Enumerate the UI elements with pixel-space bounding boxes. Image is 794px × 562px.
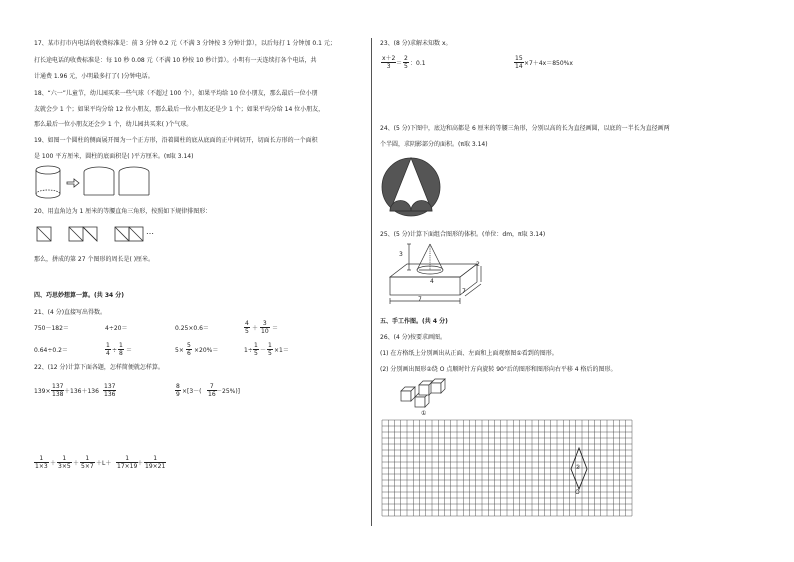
numerator: 1 bbox=[144, 455, 166, 463]
denominator: 10 bbox=[261, 328, 269, 335]
denominator: 17×19 bbox=[117, 463, 138, 470]
q21-r2c1: 0.64÷0.2＝ bbox=[34, 347, 68, 354]
q22-e2-tail: －25%)] bbox=[216, 388, 241, 395]
denominator: 3 bbox=[386, 63, 391, 70]
column-divider bbox=[371, 38, 372, 526]
q22-e1-frac2 bbox=[103, 383, 116, 398]
q21-title: 21、(4 分)直接写出得数。 bbox=[34, 309, 107, 316]
q19-line2: 是 100 平方厘米，圆柱的底面积是( )平方厘米。(π取 3.14) bbox=[34, 153, 194, 160]
circle-triangle-figure bbox=[380, 157, 442, 219]
dim-cuboid-length: 7 bbox=[418, 296, 422, 303]
q26-title: 26、(4 分)按要求画图。 bbox=[380, 334, 447, 341]
numerator: 137 bbox=[104, 383, 116, 390]
numerator: 5 bbox=[187, 342, 191, 349]
figure1-label: ① bbox=[421, 410, 427, 417]
q26-line2: (2) 分别画出图形②绕 O 点顺时针方向旋转 90°后的图形和图形向右平移 4 格后的图形。 bbox=[380, 366, 617, 373]
plus-sign: ＋ bbox=[73, 460, 80, 467]
q23-e2-frac bbox=[514, 55, 524, 70]
q21-frac-5-6 bbox=[186, 342, 192, 357]
q18-line3: 那么最后一位小朋友还会少 1 个，幼儿园共买来( )个气球。 bbox=[34, 121, 193, 128]
q22-title: 22、(12 分)计算下面各题，怎样简便就怎样算。 bbox=[34, 364, 164, 371]
q24-line2: 个半圆，求阴影部分的面积。(π取 3.14) bbox=[380, 141, 488, 148]
q17-line1: 17、某市打市内电话的收费标准是：前 3 分钟 0.2 元（不满 3 分钟按 3 分钟计算），以后每打 1 分钟加 0.1 元； bbox=[34, 40, 336, 47]
q25-line1: 25、(5 分)计算下面组合图形的体积。(单位：dm，π取 3.14) bbox=[380, 231, 546, 238]
q21-frac-1-5-b bbox=[267, 342, 273, 357]
q23-e1-frac1 bbox=[381, 55, 396, 70]
denominator: 16 bbox=[208, 391, 216, 398]
q17-line2: 打长途电话的收费标准是：每 10 秒 0.08 元（不满 10 秒按 10 秒计算）。小明有一天连续打各个电话，共 bbox=[34, 57, 317, 64]
q22-e1-mid: ＋136＋136 bbox=[64, 388, 99, 395]
q22-e3-term1 bbox=[34, 455, 49, 470]
q22-e3-term4 bbox=[116, 455, 138, 470]
q22-e3-term5 bbox=[144, 455, 166, 470]
q20-line2: 那么，拼成的第 27 个图形的周长是( )厘米。 bbox=[34, 256, 155, 263]
q21-frac-1-8 bbox=[118, 342, 124, 357]
q21-r2c3-tail: ×20%＝ bbox=[194, 347, 219, 354]
denominator: 5 bbox=[254, 350, 258, 357]
numerator: 8 bbox=[176, 383, 180, 390]
plus-sign: ＋ bbox=[137, 460, 144, 467]
q23-e1-frac2 bbox=[403, 55, 409, 70]
q21-r1c3: 0.25×0.6＝ bbox=[175, 325, 209, 332]
shape2-label: ② bbox=[575, 464, 581, 471]
numerator: 1 bbox=[34, 455, 49, 463]
point-o-label: O bbox=[575, 489, 580, 496]
q26-line1: (1) 在方格纸上分别画出从正面、左面和上面观察图①看到的图形。 bbox=[380, 350, 558, 357]
denominator: 6 bbox=[187, 350, 191, 357]
numerator: 4 bbox=[245, 320, 249, 327]
numerator: 1 bbox=[268, 342, 272, 349]
q22-e3-term2 bbox=[57, 455, 72, 470]
q18-line2: 友就会少 1 个；如果平均分给 12 位小朋友，那么最后一位小朋友还是少 1 个；如果平均分给 14 位小朋友， bbox=[34, 106, 325, 113]
numerator: 15 bbox=[515, 55, 523, 62]
q21-frac-3-10 bbox=[260, 320, 270, 335]
q23-e2-tail: ×7＋4x＝850%x bbox=[524, 60, 573, 67]
q22-e2-frac1 bbox=[175, 383, 181, 398]
q22-e3-term3 bbox=[80, 455, 95, 470]
numerator: 2 bbox=[404, 55, 408, 62]
numerator: 1 bbox=[116, 455, 138, 463]
dim-cone-height: 3 bbox=[399, 251, 403, 258]
minus-sign: － bbox=[260, 347, 267, 354]
denominator: 4 bbox=[106, 350, 110, 357]
q18-line1: 18、“六一”儿童节，幼儿园买来一些气球（不超过 100 个），如果平均给 10 位小朋友，那么最后一位小朋 bbox=[34, 90, 318, 97]
numerator: 1 bbox=[119, 342, 123, 349]
section4-heading: 四、巧思妙想算一算。(共 34 分) bbox=[34, 292, 125, 299]
numerator: 1 bbox=[254, 342, 258, 349]
q21-r1c1: 750－182＝ bbox=[34, 325, 69, 332]
numerator: 1 bbox=[57, 455, 72, 463]
pattern-ellipsis: … bbox=[146, 227, 154, 236]
q21-frac-1-4 bbox=[105, 342, 111, 357]
q23-title: 23、(8 分)求解未知数 x。 bbox=[380, 40, 452, 47]
q23-e1-tail: ：0.1 bbox=[410, 60, 426, 67]
ellipsis-plus: ＋L＋ bbox=[96, 460, 112, 467]
cylinder-figure bbox=[34, 164, 154, 200]
numerator: 137 bbox=[52, 383, 64, 390]
plus-sign: ＋ bbox=[252, 325, 259, 332]
grid-paper bbox=[382, 420, 633, 517]
cube-stack-figure bbox=[398, 375, 450, 411]
denominator: 3×5 bbox=[58, 463, 71, 470]
numerator: 1 bbox=[106, 342, 110, 349]
numerator: 1 bbox=[80, 455, 95, 463]
section5-heading: 五、手工作图。(共 4 分) bbox=[380, 318, 448, 325]
q21-frac-1-5-a bbox=[253, 342, 259, 357]
denominator: 5×7 bbox=[81, 463, 94, 470]
dim-cuboid-height: 2 bbox=[476, 261, 480, 268]
denominator: 19×21 bbox=[145, 463, 166, 470]
q21-r2c4-tail: ×1＝ bbox=[274, 347, 289, 354]
q20-line1: 20、用直角边为 1 厘米的等腰直角三角形，按照如下规律排图形： bbox=[34, 208, 212, 215]
plus-sign: ＋ bbox=[50, 460, 57, 467]
denominator: 9 bbox=[176, 391, 180, 398]
divide-sign: ÷ bbox=[112, 347, 118, 354]
denominator: 5 bbox=[268, 350, 272, 357]
denominator: 138 bbox=[52, 391, 64, 398]
denominator: 1×3 bbox=[35, 463, 48, 470]
q21-frac-4-5 bbox=[244, 320, 250, 335]
q22-e1-frac1 bbox=[51, 383, 64, 398]
q17-line3: 计通费 1.96 元，小明最多打了( )分钟电话。 bbox=[34, 73, 154, 80]
equals-sign: ＝ bbox=[272, 325, 279, 332]
q22-e2-mid: ×[3－( bbox=[182, 388, 202, 395]
denominator: 8 bbox=[119, 350, 123, 357]
q21-r2c4-prefix: 1÷ bbox=[244, 347, 253, 354]
q19-line1: 19、如图一个圆柱的侧面展开图为一个正方形，沿着圆柱的底从底面的正中间切开，切面长方形的一个面积 bbox=[34, 137, 318, 144]
q23-e1-mid: ＝ bbox=[396, 60, 403, 67]
dim-cone-diameter: 4 bbox=[430, 278, 434, 285]
numerator: 7 bbox=[207, 383, 217, 391]
dim-cuboid-depth: 7 bbox=[462, 288, 466, 295]
q24-line1: 24、(5 分)下图中，底边和高都是 6 厘米的等腰三角形，分别以高的长为直径画圆，以底的一半长为直径画两 bbox=[380, 125, 670, 132]
denominator: 136 bbox=[104, 391, 116, 398]
q21-r1c2: 4÷20＝ bbox=[105, 325, 128, 332]
equals-sign: ＝ bbox=[126, 347, 133, 354]
numerator: x＋2 bbox=[382, 55, 396, 62]
denominator: 5 bbox=[245, 328, 249, 335]
denominator: 5 bbox=[404, 63, 408, 70]
denominator: 14 bbox=[515, 63, 523, 70]
equals-sign: ＝ bbox=[282, 347, 289, 354]
numerator: 3 bbox=[260, 320, 270, 328]
q21-r2c3-prefix: 5× bbox=[175, 347, 184, 354]
q22-e1-prefix: 139× bbox=[34, 388, 51, 395]
